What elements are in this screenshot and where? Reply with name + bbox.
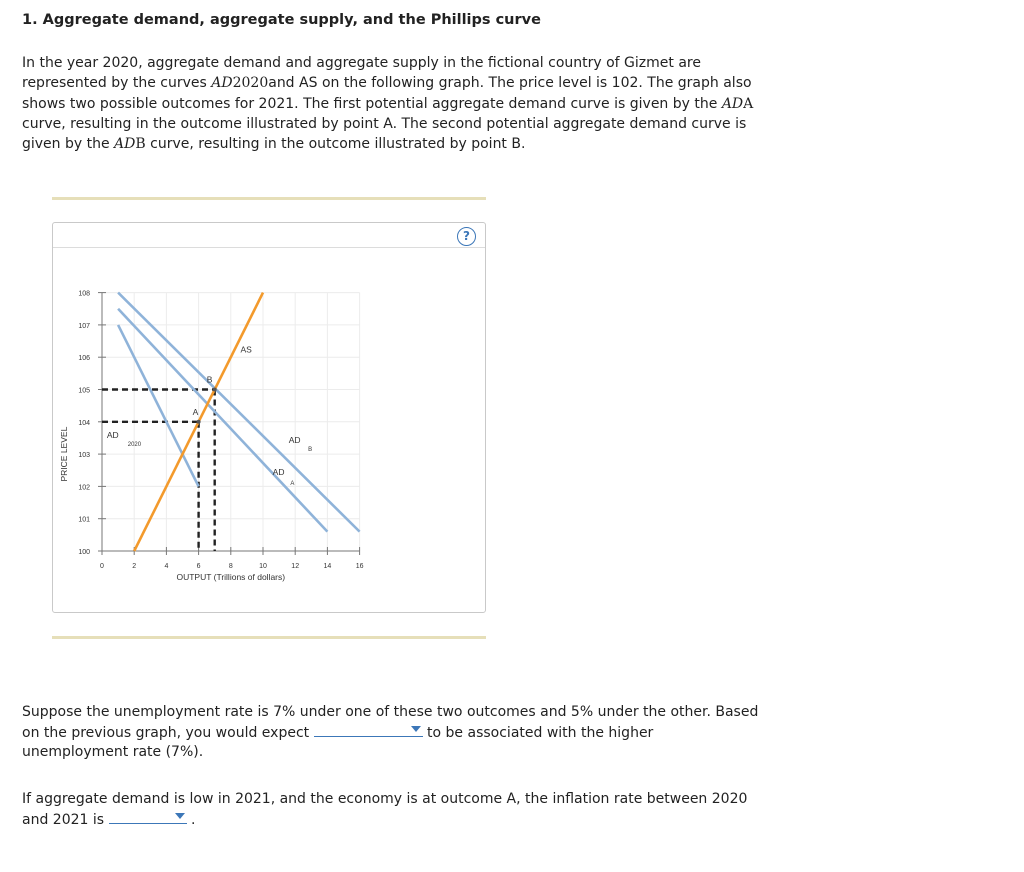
x-tick-label: 4 bbox=[164, 563, 169, 570]
x-axis-title: OUTPUT (Trillions of dollars) bbox=[176, 572, 286, 582]
curve-label-adb: AD bbox=[288, 434, 301, 445]
x-tick-label: 0 bbox=[100, 563, 104, 570]
ad-as-graph[interactable] bbox=[52, 222, 484, 611]
curve-adb bbox=[118, 293, 360, 532]
curve-ad2020 bbox=[118, 325, 199, 487]
bottom-divider bbox=[52, 636, 486, 639]
x-tick-label: 6 bbox=[196, 563, 201, 570]
curve-label-sub-ada: A bbox=[290, 480, 295, 487]
y-tick-label: 108 bbox=[78, 290, 90, 298]
curve-label-ada: AD bbox=[272, 467, 285, 478]
q2-text-2: . bbox=[186, 811, 196, 828]
q2-text-1: If aggregate demand is low in 2021, and the economy is at outcome A, the inflation rate between 2020 and 2021 is bbox=[22, 791, 748, 828]
intro-text-3: curve, resulting in the outcome illustrated by point A. The second potential aggregate demand curve is given by the bbox=[22, 115, 747, 153]
y-tick-label: 101 bbox=[78, 516, 90, 524]
curve-label-as: AS bbox=[240, 344, 252, 355]
q1-text-1: Suppose the unemployment rate is 7% under one of these two outcomes and 5% under the other. Based on the previous graph, you would expect bbox=[22, 704, 759, 741]
curve-label-ad2020: AD bbox=[106, 429, 119, 440]
y-tick-label: 102 bbox=[78, 484, 90, 492]
y-tick-label: 104 bbox=[78, 419, 90, 427]
curve-ada bbox=[118, 309, 327, 532]
x-tick-label: 10 bbox=[259, 563, 267, 570]
ad2020-symbol: AD2020 bbox=[211, 75, 269, 92]
chevron-down-icon bbox=[411, 726, 421, 732]
question-1 bbox=[22, 703, 762, 763]
point-label-b: B bbox=[206, 374, 213, 385]
y-axis-title: PRICE LEVEL bbox=[59, 426, 69, 482]
intro-text-1: In the year 2020, aggregate demand and aggregate supply in the fictional country of Gizmet are represented by the curves bbox=[22, 55, 701, 92]
x-tick-label: 16 bbox=[355, 563, 364, 570]
top-divider bbox=[52, 197, 486, 200]
q2-inflation-dropdown[interactable] bbox=[109, 810, 187, 824]
q1-text-2: to be associated with the higher unemployment rate (7%). bbox=[22, 724, 654, 760]
chevron-down-icon bbox=[175, 813, 185, 819]
x-tick-label: 8 bbox=[228, 563, 233, 570]
intro-text-4: curve, resulting in the outcome illustrated by point B. bbox=[145, 136, 526, 153]
question-title: 1. Aggregate demand, aggregate supply, and the Phillips curve bbox=[22, 12, 541, 28]
point-a bbox=[197, 420, 201, 424]
question-intro bbox=[22, 53, 762, 154]
question-2 bbox=[22, 790, 762, 830]
y-tick-label: 106 bbox=[78, 355, 90, 363]
curve-label-sub-ad2020: 2020 bbox=[127, 442, 142, 449]
y-tick-label: 107 bbox=[78, 322, 90, 330]
chart-axes bbox=[98, 293, 360, 555]
y-tick-label: 105 bbox=[78, 387, 90, 395]
y-tick-label: 103 bbox=[78, 452, 90, 460]
q1-outcome-dropdown[interactable] bbox=[314, 723, 423, 737]
curve-label-sub-adb: B bbox=[308, 446, 313, 453]
intro-text-2: and AS on the following graph. The price level is 102. The graph also shows two possible outcomes for 2021. The first potential aggregate demand curve is given by the bbox=[22, 75, 752, 112]
ada-symbol: ADA bbox=[721, 95, 754, 112]
help-icon[interactable]: ? bbox=[457, 227, 476, 246]
adb-symbol: ADB bbox=[114, 136, 146, 153]
x-tick-label: 14 bbox=[323, 563, 332, 570]
x-tick-label: 12 bbox=[291, 563, 300, 570]
point-b bbox=[213, 388, 217, 392]
point-label-a: A bbox=[192, 406, 199, 417]
x-tick-label: 2 bbox=[132, 563, 137, 570]
y-tick-label: 100 bbox=[78, 549, 90, 556]
